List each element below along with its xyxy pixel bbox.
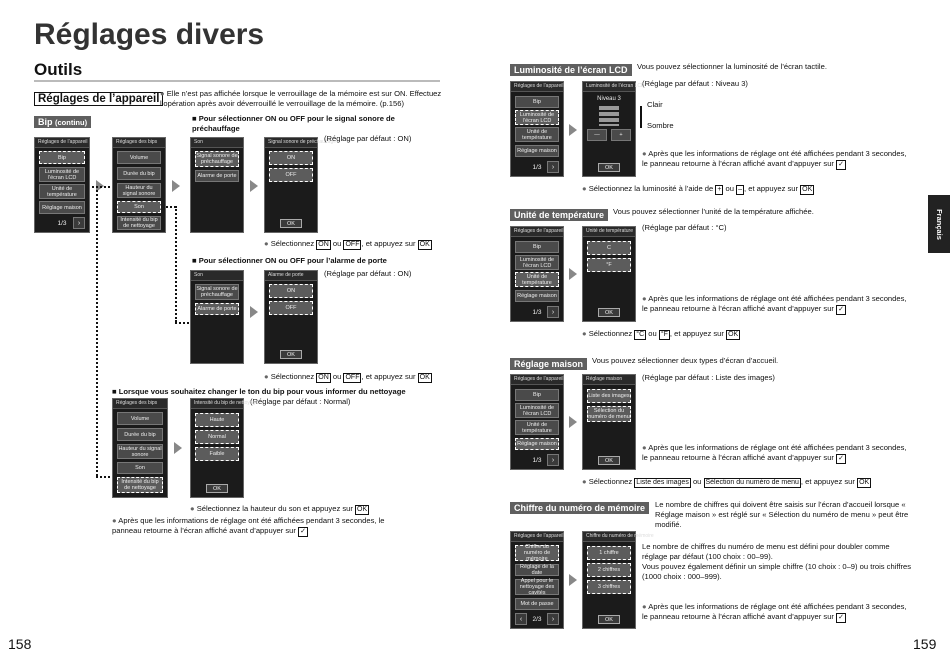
next-arrow-icon[interactable]: › <box>547 161 559 173</box>
memory-after-note: ● Après que les informations de réglage ont été affichées pendant 3 secondes, le panneau retourne à l’écran affiché avant d’appuyer sur ✓ <box>642 602 912 623</box>
ok-button[interactable]: OK <box>598 456 620 465</box>
home-setting-button[interactable]: Réglage maison <box>39 201 85 214</box>
cleaning-beep-button[interactable]: Intensité du bip de nettoyage <box>117 477 163 493</box>
page-title: Réglages divers <box>34 18 265 51</box>
prev-arrow-icon[interactable]: ‹ <box>515 613 527 625</box>
next-arrow-icon[interactable]: › <box>73 217 85 229</box>
memory-digit-button[interactable]: Chiffre du numéro de mémoire <box>515 545 559 561</box>
home-after-note: ● Après que les informations de réglage ont été affichées pendant 3 secondes, le panneau retourne à l’écran affiché avant d’appuyer sur ✓ <box>642 443 912 464</box>
on-button[interactable]: ON <box>269 284 313 298</box>
screen-device-settings-p2: Réglages de l’appareil Chiffre du numéro de mémoire Réglage de la date Appel pour le nettoyage des cavités Mot de passe ‹ 2/3 › <box>510 531 564 629</box>
ok-button[interactable]: OK <box>206 484 228 493</box>
page-indicator: 1/3 <box>532 163 542 171</box>
home-select-instruction: ● Sélectionnez Liste des images ou Sélection du numéro de menu , et appuyez sur OK <box>582 477 871 488</box>
memory-lock-note: ● Elle n’est pas affichée lorsque le verrouillage de la mémoire est sur ON. Effectuez l’opération après avoir déverrouillé le verrouillage de la mémoire. (p.156) <box>160 89 445 109</box>
one-digit-button[interactable]: 1 chiffre <box>587 546 631 560</box>
cleaning-beep-heading: ■ Lorsque vous souhaitez changer le ton du bip pour vous informer du nettoyage <box>112 387 442 397</box>
door-alarm-button[interactable]: Alarme de porte <box>195 303 239 315</box>
memory-digit-desc: Le nombre de chiffres qui doivent être saisis sur l’écran d’accueil lorsque « Réglage maison » est réglé sur « Sélection du numéro de menu » peut être modifié. <box>655 500 909 529</box>
off-button[interactable]: OFF <box>269 168 313 182</box>
lcd-brightness-tag: Luminosité de l’écran LCD <box>510 64 632 76</box>
bip-button[interactable]: Bip <box>515 241 559 253</box>
arrow-right-icon <box>569 268 577 280</box>
celsius-button[interactable]: C <box>587 241 631 255</box>
door-alarm-button[interactable]: Alarme de porte <box>195 170 239 182</box>
connector-line <box>96 186 98 476</box>
next-arrow-icon[interactable]: › <box>547 454 559 466</box>
device-settings-label: Réglages de l’appareil <box>34 92 163 106</box>
home-setting-default: (Réglage par défaut : Liste des images) <box>642 373 775 382</box>
temperature-unit-button[interactable]: Unité de température <box>515 127 559 142</box>
plus-button[interactable]: + <box>611 129 631 141</box>
ok-button[interactable]: OK <box>598 615 620 624</box>
lcd-brightness-button[interactable]: Luminosité de l’écran LCD <box>515 255 559 270</box>
page-indicator: 1/3 <box>532 456 542 464</box>
cleaning-beep-select-instruction: ● Sélectionnez la hauteur du son et appuyez sur OK <box>190 504 369 515</box>
bip-button[interactable]: Bip <box>515 389 559 401</box>
two-digit-button[interactable]: 2 chiffres <box>587 563 631 577</box>
temp-select-instruction: ● Sélectionnez °C ou °F , et appuyez sur OK <box>582 329 740 340</box>
screen-device-settings-lum: Réglages de l’appareil Bip Luminosité de l’écran LCD Unité de température Réglage maison 1/3 › <box>510 81 564 177</box>
screen-memory-digit: Chiffre du numéro de mémoire 1 chiffre 2 chiffres 3 chiffres OK <box>582 531 636 629</box>
preheat-signal-button[interactable]: Signal sonore de préchauffage <box>196 153 238 165</box>
temperature-unit-button[interactable]: Unité de température <box>515 272 559 287</box>
after-info-note: ● Après que les informations de réglage ont été affichées pendant 3 secondes, le panneau retourne à l’écran affiché avant d’appuyer sur ✓ <box>112 516 412 537</box>
connector-line <box>92 186 110 188</box>
home-setting-button[interactable]: Réglage maison <box>515 145 559 157</box>
temperature-unit-button[interactable]: Unité de température <box>515 420 559 435</box>
connector-line <box>175 206 177 322</box>
temperature-unit-tag: Unité de température <box>510 209 608 221</box>
connector-line <box>96 476 110 478</box>
home-setting-button[interactable]: Réglage maison <box>515 290 559 302</box>
screen-home-setting: Réglage maison Liste des images Sélection du numéro de menu OK <box>582 374 636 470</box>
screen-cleaning-beep: Intensité du bip de nettoyage Haute Normal Faible OK <box>190 398 244 498</box>
sombre-label: Sombre <box>647 121 674 130</box>
temperature-unit-desc: Vous pouvez sélectionner l’unité de la température affichée. <box>613 207 814 216</box>
menu-number-button[interactable]: Sélection du numéro de menu <box>588 408 630 420</box>
date-setting-button[interactable]: Réglage de la date <box>515 564 559 576</box>
next-arrow-icon[interactable]: › <box>547 613 559 625</box>
screen-lcd-brightness: Luminosité de l’écran LCD Niveau 3 — + OK <box>582 81 636 177</box>
low-button[interactable]: Faible <box>195 447 239 461</box>
section-rule <box>34 80 440 82</box>
brightness-arrow-icon <box>640 106 642 128</box>
door-alarm-default: (Réglage par défaut : ON) <box>324 269 412 278</box>
screen-device-settings: Réglages de l’appareil Bip Luminosité de l’écran LCD Unité de température Réglage maison 1/3 › <box>34 137 90 233</box>
temperature-unit-default: (Réglage par défaut : °C) <box>642 223 727 232</box>
language-tab: Français <box>928 195 950 253</box>
arrow-right-icon <box>174 442 182 454</box>
memory-digit-p2: Vous pouvez également définir un simple chiffre (10 choix : 0–9) ou trois chiffres (1000 choix : 000–999). <box>642 562 912 581</box>
temp-after-note: ● Après que les informations de réglage ont été affichées pendant 3 secondes, le panneau retourne à l’écran affiché avant d’appuyer sur ✓ <box>642 294 912 315</box>
door-alarm-heading: ■ Pour sélectionner ON ou OFF pour l’alarme de porte <box>192 256 432 266</box>
beep-duration-button[interactable]: Durée du bip <box>117 167 161 180</box>
high-button[interactable]: Haute <box>195 413 239 427</box>
screen-sound-2: Son Signal sonore de préchauffage Alarme de porte <box>190 270 244 364</box>
screen-device-settings-temp: Réglages de l’appareil Bip Luminosité de l’écran LCD Unité de température Réglage maison 1/3 › <box>510 226 564 322</box>
preheat-heading: ■ Pour sélectionner ON ou OFF pour le signal sonore de préchauffage <box>192 114 432 134</box>
beep-pitch-button[interactable]: Hauteur du signal sonore <box>117 183 161 198</box>
three-digit-button[interactable]: 3 chiffres <box>587 580 631 594</box>
screen-door-alarm: Alarme de porte ON OFF OK <box>264 270 318 364</box>
lcd-brightness-button[interactable]: Luminosité de l’écran LCD <box>515 110 559 125</box>
screen-preheat-signal: Signal sonore de préchauffage ON OFF OK <box>264 137 318 233</box>
bip-tag: Bip (continu) <box>34 116 91 128</box>
password-button[interactable]: Mot de passe <box>515 598 559 610</box>
minus-button[interactable]: — <box>587 129 607 141</box>
home-setting-desc: Vous pouvez sélectionner deux types d’écran d’accueil. <box>592 356 779 365</box>
lcd-after-note: ● Après que les informations de réglage ont été affichées pendant 3 secondes, le panneau retourne à l’écran affiché avant d’appuyer sur ✓ <box>642 149 912 170</box>
cavity-cleaning-button[interactable]: Appel pour le nettoyage des cavités <box>515 579 559 595</box>
door-alarm-select-instruction: ● Sélectionnez ON ou OFF , et appuyez sur OK <box>264 372 432 383</box>
arrow-right-icon <box>250 306 258 318</box>
sound-button[interactable]: Son <box>117 462 163 474</box>
home-setting-tag: Réglage maison <box>510 358 587 370</box>
screen-sound: Son Signal sonore de préchauffage Alarme de porte <box>190 137 244 233</box>
arrow-right-icon <box>569 124 577 136</box>
arrow-right-icon <box>569 574 577 586</box>
section-title: Outils <box>34 60 83 79</box>
ok-button[interactable]: OK <box>280 350 302 359</box>
preheat-signal-button[interactable]: Signal sonore de préchauffage <box>196 286 238 298</box>
lcd-select-instruction: ● Sélectionnez la luminosité à l’aide de + ou – , et appuyez sur OK <box>582 184 814 195</box>
image-list-button[interactable]: Liste des images <box>587 389 631 403</box>
lcd-brightness-button[interactable]: Luminosité de l’écran LCD <box>515 403 559 418</box>
ok-button[interactable]: OK <box>598 163 620 172</box>
screen-temperature-unit: Unité de température C °F OK <box>582 226 636 322</box>
preheat-default: (Réglage par défaut : ON) <box>324 134 412 143</box>
memory-digit-p1: Le nombre de chiffres du numéro de menu est défini pour doubler comme réglage par défaut (100 choix : 00–99). <box>642 542 890 561</box>
cleaning-beep-button[interactable]: Intensité du bip de nettoyage <box>117 216 161 230</box>
volume-button[interactable]: Volume <box>117 412 163 425</box>
sound-button[interactable]: Son <box>117 201 161 213</box>
arrow-right-icon <box>172 180 180 192</box>
preheat-select-instruction: ● Sélectionnez ON ou OFF , et appuyez sur OK <box>264 239 432 250</box>
ok-button[interactable]: OK <box>598 308 620 317</box>
level-label: Niveau 3 <box>597 96 621 102</box>
memory-digit-tag: Chiffre du numéro de mémoire <box>510 502 649 514</box>
arrow-right-icon <box>569 416 577 428</box>
page-indicator: 1/3 <box>532 308 542 316</box>
clair-label: Clair <box>647 100 663 109</box>
volume-button[interactable]: Volume <box>117 151 161 164</box>
normal-button[interactable]: Normal <box>195 430 239 444</box>
bip-button[interactable]: Bip <box>515 96 559 108</box>
ok-button[interactable]: OK <box>280 219 302 228</box>
connector-line <box>175 322 189 324</box>
lcd-brightness-default: (Réglage par défaut : Niveau 3) <box>642 79 748 88</box>
off-button[interactable]: OFF <box>269 301 313 315</box>
arrow-right-icon <box>250 180 258 192</box>
cleaning-beep-default: (Réglage par défaut : Normal) <box>250 397 351 406</box>
page-number-left: 158 <box>8 636 32 652</box>
screen-beep-settings-2: Réglages des bips Volume Durée du bip Hauteur du signal sonore Son Intensité du bip de nettoyage <box>112 398 168 498</box>
page-indicator: 2/3 <box>532 615 542 623</box>
brightness-bars <box>599 106 619 126</box>
screen-device-settings-home: Réglages de l’appareil Bip Luminosité de l’écran LCD Unité de température Réglage maison 1/3 › <box>510 374 564 470</box>
screen-beep-settings: Réglages des bips Volume Durée du bip Hauteur du signal sonore Son Intensité du bip de nettoyage <box>112 137 166 233</box>
page-indicator: 1/3 <box>57 219 67 227</box>
bip-button[interactable]: Bip <box>39 151 85 164</box>
home-setting-button[interactable]: Réglage maison <box>515 438 559 450</box>
lcd-brightness-desc: Vous pouvez sélectionner la luminosité de l’écran tactile. <box>637 62 827 71</box>
fahrenheit-button[interactable]: °F <box>587 258 631 272</box>
temperature-unit-button[interactable]: Unité de température <box>39 184 85 199</box>
page-number-right: 159 <box>913 636 937 652</box>
beep-duration-button[interactable]: Durée du bip <box>117 428 163 441</box>
lcd-brightness-button[interactable]: Luminosité de l’écran LCD <box>39 167 85 182</box>
next-arrow-icon[interactable]: › <box>547 306 559 318</box>
on-button[interactable]: ON <box>269 151 313 165</box>
beep-pitch-button[interactable]: Hauteur du signal sonore <box>118 445 162 458</box>
